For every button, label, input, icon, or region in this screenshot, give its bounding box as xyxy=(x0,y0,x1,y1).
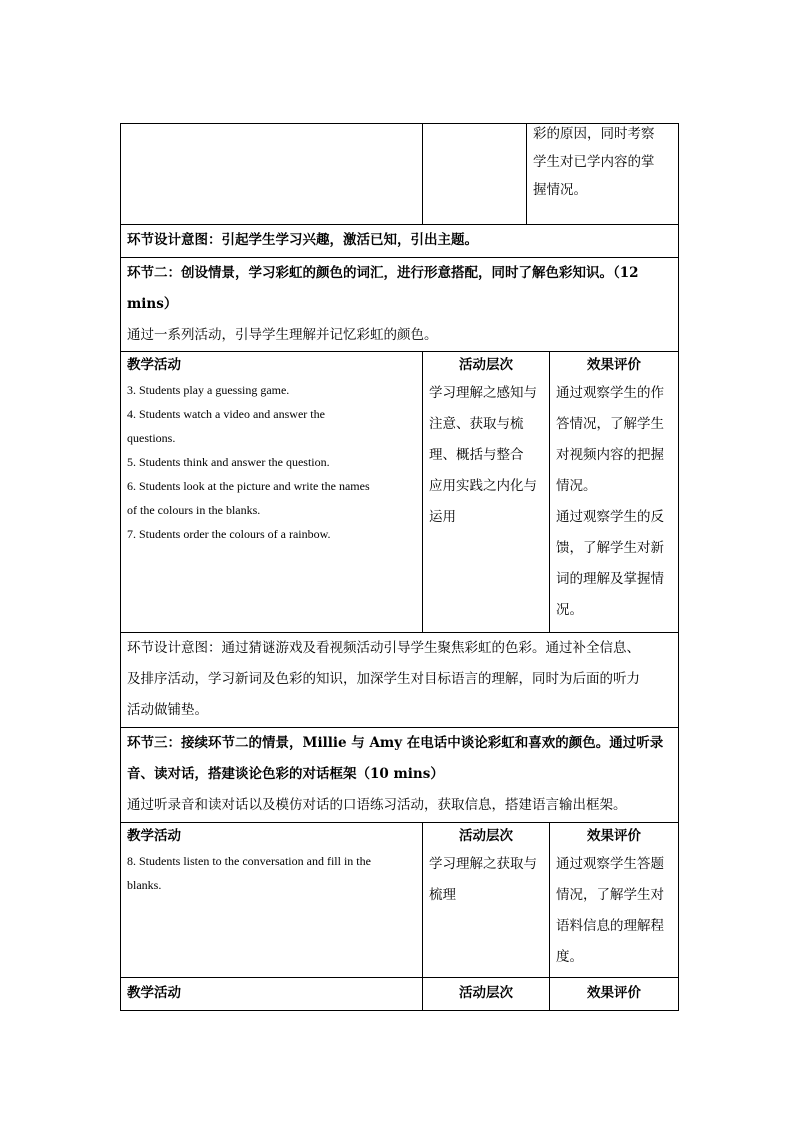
eval-line: 词的理解及掌握情 xyxy=(556,571,664,587)
activity-item: 7. Students order the colours of a rainbow. xyxy=(127,527,331,541)
eval-column-header: 效果评价 xyxy=(587,357,641,373)
step3-title-line: 音、读对话，搭建谈论色彩的对话框架（10 mins） xyxy=(127,766,444,782)
step3-description: 通过听录音和读对话以及模仿对话的口语练习活动，获取信息，搭建语言输出框架。 xyxy=(127,797,627,813)
activity-item: 4. Students watch a video and answer the xyxy=(127,407,325,421)
continuation-row xyxy=(121,124,679,225)
activity-column-header: 教学活动 xyxy=(127,828,181,844)
activity-item: 6. Students look at the picture and write the names xyxy=(127,479,370,493)
continuation-activity-cell xyxy=(121,124,423,225)
eval-line: 答情况，了解学生 xyxy=(556,416,664,432)
level-line: 应用实践之内化与 xyxy=(429,478,537,494)
activity-item: 8. Students listen to the conversation and fill in the xyxy=(127,854,371,868)
activity-item: questions. xyxy=(127,431,176,445)
continuation-eval-line: 学生对已学内容的掌 xyxy=(533,154,655,170)
level-line: 梳理 xyxy=(429,887,456,903)
intent-line: 及排序活动，学习新词及色彩的知识，加深学生对目标语言的理解，同时为后面的听力 xyxy=(127,671,640,687)
level-line: 学习理解之感知与 xyxy=(429,385,537,401)
step2-heading xyxy=(121,258,679,352)
next-header-row xyxy=(121,978,679,1011)
continuation-merged-cell xyxy=(423,124,679,225)
step2-activities-row xyxy=(121,352,679,633)
step3-activity-cell xyxy=(121,823,423,978)
intent-line: 活动做铺垫。 xyxy=(127,702,208,718)
eval-line: 况。 xyxy=(556,602,583,618)
step2-heading-row xyxy=(121,258,679,352)
eval-line: 度。 xyxy=(556,949,583,965)
next-level-header: 活动层次 xyxy=(423,978,550,1011)
eval-line: 通过观察学生的反 xyxy=(556,509,664,525)
step3-title-line: 环节三：接续环节二的情景，Millie 与 Amy 在电话中谈论彩虹和喜欢的颜色。通过听录 xyxy=(127,735,664,751)
step2-title-line: mins） xyxy=(127,296,178,312)
level-column-header: 活动层次 xyxy=(459,357,513,373)
step2-level-cell xyxy=(423,352,550,633)
eval-line: 对视频内容的把握 xyxy=(556,447,664,463)
step2-description: 通过一系列活动，引导学生理解并记忆彩虹的颜色。 xyxy=(127,327,438,343)
step2-eval-cell xyxy=(550,352,679,633)
activity-item: blanks. xyxy=(127,878,162,892)
intent-line: 环节设计意图：通过猜谜游戏及看视频活动引导学生聚焦彩虹的色彩。通过补全信息、 xyxy=(127,640,640,656)
design-intent-1: 环节设计意图：引起学生学习兴趣，激活已知，引出主题。 xyxy=(121,225,679,258)
activity-item: 5. Students think and answer the question. xyxy=(127,455,330,469)
design-intent-2 xyxy=(121,633,679,728)
activity-item: of the colours in the blanks. xyxy=(127,503,261,517)
next-activity-header: 教学活动 xyxy=(121,978,423,1011)
step2-activity-cell xyxy=(121,352,423,633)
step2-title-line: 环节二：创设情景，学习彩虹的颜色的词汇，进行形意搭配，同时了解色彩知识。（12 xyxy=(127,265,639,281)
eval-line: 通过观察学生答题 xyxy=(556,856,664,872)
step3-heading xyxy=(121,728,679,823)
lesson-plan-table xyxy=(120,123,679,1011)
activity-item: 3. Students play a guessing game. xyxy=(127,383,290,397)
eval-line: 馈，了解学生对新 xyxy=(556,540,664,556)
intent-row-2 xyxy=(121,633,679,728)
eval-line: 通过观察学生的作 xyxy=(556,385,664,401)
continuation-eval-line: 彩的原因，同时考察 xyxy=(533,126,655,142)
step3-eval-cell xyxy=(550,823,679,978)
eval-column-header: 效果评价 xyxy=(587,828,641,844)
level-column-header: 活动层次 xyxy=(459,828,513,844)
intent-row-1 xyxy=(121,225,679,258)
level-line: 理、概括与整合 xyxy=(429,447,524,463)
step3-activities-row xyxy=(121,823,679,978)
continuation-eval-line: 握情况。 xyxy=(533,182,587,198)
eval-line: 情况，了解学生对 xyxy=(556,887,664,903)
step3-level-cell xyxy=(423,823,550,978)
activity-column-header: 教学活动 xyxy=(127,357,181,373)
level-line: 注意、获取与梳 xyxy=(429,416,524,432)
eval-line: 情况。 xyxy=(556,478,597,494)
level-line: 运用 xyxy=(429,509,456,525)
next-eval-header: 效果评价 xyxy=(550,978,679,1011)
eval-line: 语料信息的理解程 xyxy=(556,918,664,934)
step3-heading-row xyxy=(121,728,679,823)
level-line: 学习理解之获取与 xyxy=(429,856,537,872)
